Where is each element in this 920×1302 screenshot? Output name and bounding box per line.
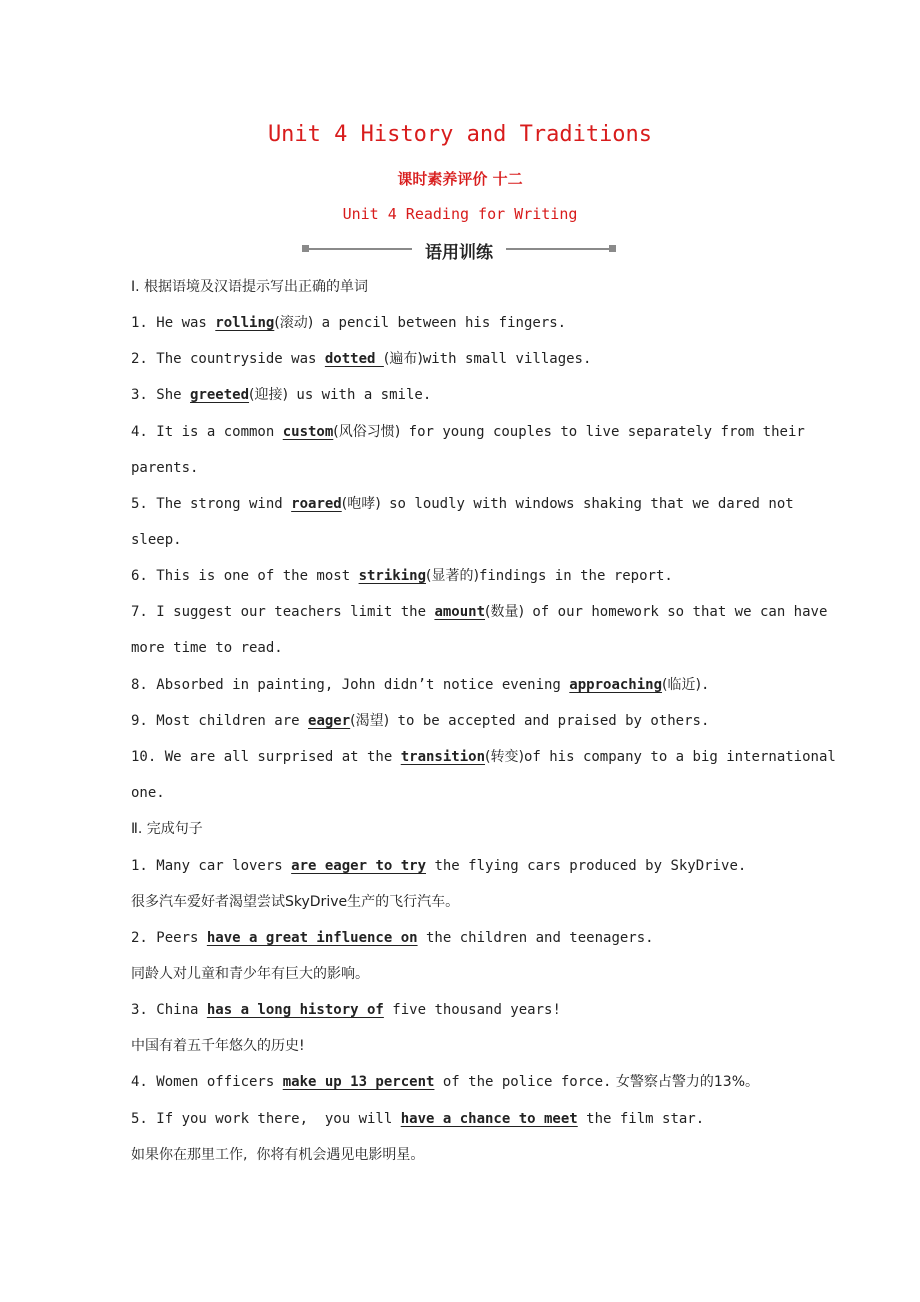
banner-text: 语用训练: [425, 243, 493, 263]
list-item: 5. If you work there, you will have a chance to meet the film star.: [131, 1111, 705, 1127]
translation: 同龄人对儿童和青少年有巨大的影响。: [131, 966, 369, 982]
answer: dotted: [324, 351, 384, 367]
answer: approaching: [569, 677, 663, 693]
answer: have a chance to meet: [400, 1111, 578, 1127]
answer: are eager to try: [291, 858, 427, 874]
answer: have a great influence on: [206, 930, 418, 946]
list-item: 4. It is a common custom(风俗习惯) for young couples to live separately from their: [131, 424, 805, 440]
answer: transition: [400, 749, 486, 765]
banner-line-right: [506, 248, 612, 250]
lesson-subtitle: 课时素养评价 十二: [397, 170, 523, 188]
answer: custom: [282, 424, 334, 440]
list-item: 4. Women officers make up 13 percent of the police force. 女警察占警力的13%。: [131, 1074, 760, 1090]
section2-heading: Ⅱ. 完成句子: [131, 821, 203, 837]
translation: 女警察占警力的13%。: [611, 1074, 760, 1090]
banner-dot-right: [609, 245, 616, 252]
list-item-continuation: one.: [131, 785, 165, 801]
section-subtitle: Unit 4 Reading for Writing: [342, 205, 578, 223]
list-item: 7. I suggest our teachers limit the amount(数量) of our homework so that we can have: [131, 604, 828, 620]
list-item: 6. This is one of the most striking(显著的)findings in the report.: [131, 568, 673, 584]
list-item-continuation: sleep.: [131, 532, 182, 548]
answer: has a long history of: [206, 1002, 384, 1018]
list-item: 3. China has a long history of five thousand years!: [131, 1002, 561, 1018]
list-item: 9. Most children are eager(渴望) to be accepted and praised by others.: [131, 713, 710, 729]
banner: [302, 238, 616, 263]
list-item: 1. He was rolling(滚动) a pencil between his fingers.: [131, 315, 567, 331]
list-item: 10. We are all surprised at the transition(转变)of his company to a big international: [131, 749, 836, 765]
list-item: 2. Peers have a great influence on the children and teenagers.: [131, 930, 654, 946]
translation: 很多汽车爱好者渴望尝试SkyDrive生产的飞行汽车。: [131, 894, 460, 910]
list-item-continuation: parents.: [131, 460, 199, 476]
answer: eager: [308, 713, 351, 729]
section1-heading: Ⅰ. 根据语境及汉语提示写出正确的单词: [131, 279, 369, 295]
answer: rolling: [215, 315, 275, 331]
translation: 如果你在那里工作, 你将有机会遇见电影明星。: [131, 1147, 425, 1163]
list-item: 8. Absorbed in painting, John didn’t notice evening approaching(临近).: [131, 677, 710, 693]
answer: striking: [358, 568, 427, 584]
page-title: Unit 4 History and Traditions: [267, 122, 653, 147]
list-item: 2. The countryside was dotted (遍布)with small villages.: [131, 351, 592, 367]
answer: greeted: [190, 387, 250, 403]
list-item: 5. The strong wind roared(咆哮) so loudly with windows shaking that we dared not: [131, 496, 794, 512]
list-item-continuation: more time to read.: [131, 640, 283, 656]
answer: amount: [434, 604, 486, 620]
answer: roared: [291, 496, 342, 512]
answer: make up 13 percent: [282, 1074, 435, 1090]
translation: 中国有着五千年悠久的历史!: [131, 1038, 305, 1054]
list-item: 3. She greeted(迎接) us with a smile.: [131, 387, 432, 403]
list-item: 1. Many car lovers are eager to try the flying cars produced by SkyDrive.: [131, 858, 747, 874]
